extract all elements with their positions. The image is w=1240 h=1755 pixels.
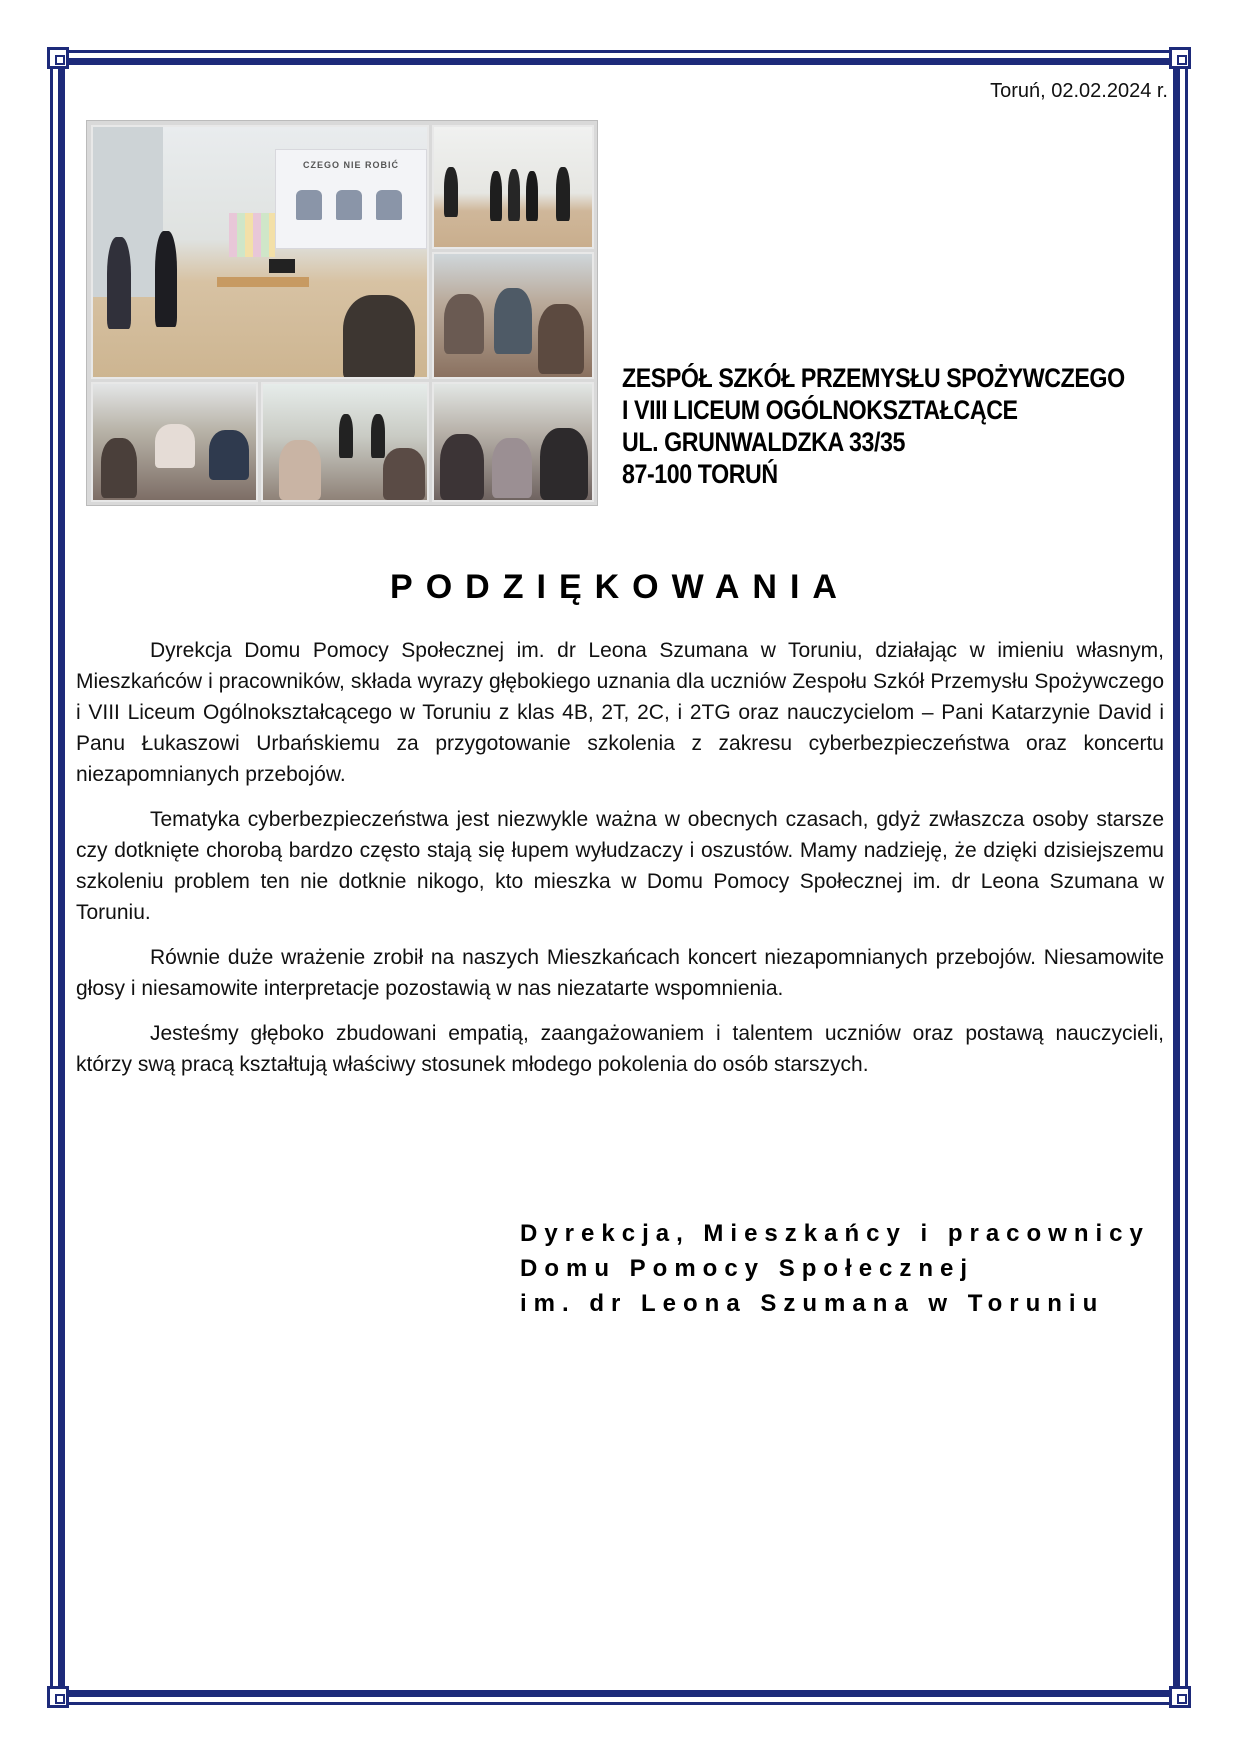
photo-students-standing [432,125,594,249]
corner-ornament [47,1686,69,1708]
photo-residents [91,382,258,502]
photo-collage [86,120,598,506]
school-postal-city: 87-100 TORUŃ [622,459,778,489]
projection-screen [275,149,427,249]
document-date: Toruń, 02.02.2024 r. [990,80,1168,102]
photo-residents-listening [432,382,594,502]
body-paragraph: Tematyka cyberbezpieczeństwa jest niezwykle ważna w obecnych czasach, gdyż zwłaszcza osoby starsze czy dotknięte chorobą bardzo często stają się łupem wyłudzaczy i oszustów. Mamy nadzieję, że dzięki dzisiejszemu szkoleniu problem ten nie dotknie nikogo, kto mieszka w Domu Pomocy Społecznej im. dr Leona Szumana w Toruniu. [76,808,1164,924]
school-street: UL. GRUNWALDZKA 33/35 [622,427,905,457]
school-name-line1: ZESPÓŁ SZKÓŁ PRZEMYSŁU SPOŻYWCZEGO [622,363,1125,393]
signature-line3: im. dr Leona Szumana w Toruniu [520,1290,1105,1317]
body-paragraph: Jesteśmy głęboko zbudowani empatią, zaangażowaniem i talentem uczniów oraz postawą nauczycieli, którzy swą pracą kształtują właściwy stosunek młodego pokolenia do osób starszych. [76,1022,1164,1076]
recipient-school-address [622,362,1125,490]
school-name-line2: I VIII LICEUM OGÓLNOKSZTAŁCĄCE [622,395,1018,425]
photo-presentation [91,125,429,379]
projection-screen-text: CZEGO NIE ROBIĆ [302,160,399,170]
corner-ornament [1169,1686,1191,1708]
body-paragraph: Dyrekcja Domu Pomocy Społecznej im. dr Leona Szumana w Toruniu, działając w imieniu własnym, Mieszkańców i pracowników, składa wyrazy głębokiego uznania dla uczniów Zespołu Szkół Przemysłu Spożywczego i VIII Liceum Ogólnokształcącego w Toruniu z klas 4B, 2T, 2C, i 2TG oraz nauczycielom – Pani Katarzynie David i Panu Łukaszowi Urbańskiemu za przygotowanie szkolenia z zakresu cyberbezpieczeństwa oraz koncertu niezapomnianych przebojów. [76,639,1164,786]
corner-ornament [47,47,69,69]
body-paragraph: Równie duże wrażenie zrobił na naszych Mieszkańcach koncert niezapomnianych przebojów. Niesamowite głosy i niesamowite interpretacje pozostawią w nas niezatarte wspomnienia. [76,946,1164,1000]
corner-ornament [1169,47,1191,69]
photo-audience [432,252,594,379]
letter-body [76,635,1164,1094]
signature-block [520,1216,1150,1321]
document-title: PODZIĘKOWANIA [390,568,850,606]
signature-line1: Dyrekcja, Mieszkańcy i pracownicy [520,1220,1150,1247]
signature-line2: Domu Pomocy Społecznej [520,1255,975,1282]
photo-concert [261,382,429,502]
